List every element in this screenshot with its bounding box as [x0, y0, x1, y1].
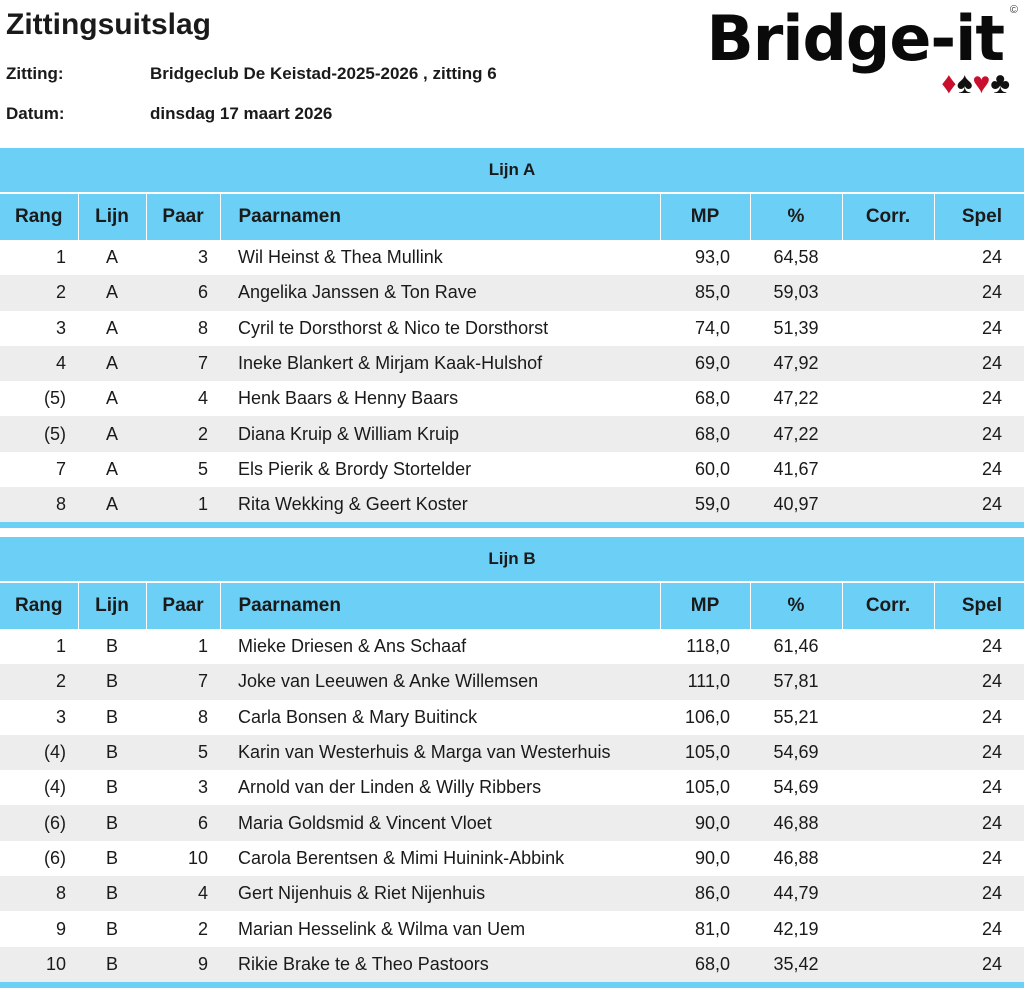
cell-paar: 7 [146, 346, 220, 381]
cell-names: Henk Baars & Henny Baars [220, 381, 660, 416]
cell-corr [842, 346, 934, 381]
cell-spel: 24 [934, 664, 1024, 699]
cell-corr [842, 770, 934, 805]
column-header-lijn: Lijn [78, 194, 146, 240]
table-row [0, 629, 1024, 664]
table-row [0, 947, 1024, 982]
cell-corr [842, 805, 934, 840]
cell-names: Diana Kruip & William Kruip [220, 416, 660, 451]
cell-paar: 5 [146, 735, 220, 770]
cell-lijn: B [78, 735, 146, 770]
cell-paar: 1 [146, 487, 220, 522]
cell-pct: 42,19 [750, 911, 842, 946]
cell-spel: 24 [934, 487, 1024, 522]
cell-paar: 4 [146, 876, 220, 911]
cell-mp: 93,0 [660, 240, 750, 275]
column-header-spel: Spel [934, 194, 1024, 240]
cell-paar: 4 [146, 381, 220, 416]
cell-paar: 7 [146, 664, 220, 699]
column-header-names: Paarnamen [220, 194, 660, 240]
cell-spel: 24 [934, 629, 1024, 664]
cell-spel: 24 [934, 770, 1024, 805]
column-header-mp: MP [660, 194, 750, 240]
cell-lijn: B [78, 805, 146, 840]
column-header-paar: Paar [146, 194, 220, 240]
cell-names: Carla Bonsen & Mary Buitinck [220, 700, 660, 735]
cell-mp: 105,0 [660, 735, 750, 770]
cell-mp: 68,0 [660, 416, 750, 451]
cell-mp: 106,0 [660, 700, 750, 735]
section-bottom-bar [0, 982, 1024, 988]
cell-pct: 59,03 [750, 275, 842, 310]
table-row [0, 240, 1024, 275]
cell-names: Cyril te Dorsthorst & Nico te Dorsthorst [220, 311, 660, 346]
cell-names: Angelika Janssen & Ton Rave [220, 275, 660, 310]
cell-pct: 47,22 [750, 416, 842, 451]
cell-pct: 51,39 [750, 311, 842, 346]
cell-paar: 1 [146, 629, 220, 664]
cell-rang: (5) [0, 416, 78, 451]
cell-spel: 24 [934, 911, 1024, 946]
column-header-names: Paarnamen [220, 583, 660, 629]
cell-lijn: B [78, 700, 146, 735]
cell-corr [842, 416, 934, 451]
cell-mp: 68,0 [660, 947, 750, 982]
cell-rang: 3 [0, 700, 78, 735]
header-row [0, 583, 1024, 629]
cell-mp: 111,0 [660, 664, 750, 699]
cell-mp: 86,0 [660, 876, 750, 911]
cell-names: Joke van Leeuwen & Anke Willemsen [220, 664, 660, 699]
cell-rang: 2 [0, 664, 78, 699]
table-row [0, 416, 1024, 451]
cell-paar: 6 [146, 275, 220, 310]
cell-lijn: B [78, 876, 146, 911]
cell-names: Mieke Driesen & Ans Schaaf [220, 629, 660, 664]
cell-mp: 85,0 [660, 275, 750, 310]
table-row [0, 346, 1024, 381]
table-row [0, 805, 1024, 840]
cell-spel: 24 [934, 805, 1024, 840]
column-header-rang: Rang [0, 583, 78, 629]
cell-mp: 69,0 [660, 346, 750, 381]
cell-spel: 24 [934, 240, 1024, 275]
cell-corr [842, 381, 934, 416]
logo-text: Bridge-it [706, 2, 1004, 75]
cell-corr [842, 947, 934, 982]
cell-names: Rita Wekking & Geert Koster [220, 487, 660, 522]
cell-rang: 3 [0, 311, 78, 346]
cell-names: Carola Berentsen & Mimi Huinink-Abbink [220, 841, 660, 876]
cell-mp: 59,0 [660, 487, 750, 522]
cell-names: Ineke Blankert & Mirjam Kaak-Hulshof [220, 346, 660, 381]
section-bottom-bar [0, 522, 1024, 528]
cell-names: Rikie Brake te & Theo Pastoors [220, 947, 660, 982]
heart-icon: ♥ [972, 67, 991, 100]
cell-corr [842, 876, 934, 911]
cell-spel: 24 [934, 275, 1024, 310]
datum-value: dinsdag 17 maart 2026 [150, 104, 333, 123]
cell-spel: 24 [934, 700, 1024, 735]
cell-lijn: A [78, 416, 146, 451]
cell-corr [842, 275, 934, 310]
zitting-label: Zitting: [6, 64, 64, 83]
header-row [0, 194, 1024, 240]
cell-paar: 9 [146, 947, 220, 982]
diamond-icon: ♦ [941, 67, 957, 100]
column-header-mp: MP [660, 583, 750, 629]
cell-rang: (6) [0, 841, 78, 876]
cell-mp: 60,0 [660, 452, 750, 487]
column-header-lijn: Lijn [78, 583, 146, 629]
zitting-value: Bridgeclub De Keistad-2025-2026 , zitting 6 [150, 64, 497, 83]
cell-pct: 46,88 [750, 805, 842, 840]
cell-spel: 24 [934, 452, 1024, 487]
cell-lijn: A [78, 346, 146, 381]
cell-pct: 47,92 [750, 346, 842, 381]
cell-pct: 44,79 [750, 876, 842, 911]
cell-spel: 24 [934, 346, 1024, 381]
cell-spel: 24 [934, 381, 1024, 416]
table-row [0, 841, 1024, 876]
cell-paar: 2 [146, 911, 220, 946]
cell-corr [842, 311, 934, 346]
cell-rang: (4) [0, 735, 78, 770]
card-suits [941, 68, 1010, 100]
cell-corr [842, 700, 934, 735]
cell-names: Arnold van der Linden & Willy Ribbers [220, 770, 660, 805]
cell-names: Wil Heinst & Thea Mullink [220, 240, 660, 275]
cell-pct: 54,69 [750, 735, 842, 770]
page-title: Zittingsuitslag [6, 8, 211, 41]
copyright-icon: © [1009, 4, 1018, 16]
cell-lijn: A [78, 275, 146, 310]
bridge-it-logo [706, 0, 1022, 104]
cell-names: Marian Hesselink & Wilma van Uem [220, 911, 660, 946]
cell-corr [842, 841, 934, 876]
column-header-corr: Corr. [842, 583, 934, 629]
cell-paar: 3 [146, 770, 220, 805]
cell-pct: 46,88 [750, 841, 842, 876]
cell-pct: 55,21 [750, 700, 842, 735]
cell-rang: 8 [0, 876, 78, 911]
table-row [0, 311, 1024, 346]
cell-lijn: B [78, 911, 146, 946]
cell-paar: 2 [146, 416, 220, 451]
cell-pct: 41,67 [750, 452, 842, 487]
table-row [0, 487, 1024, 522]
cell-pct: 47,22 [750, 381, 842, 416]
cell-lijn: B [78, 841, 146, 876]
results-section-lijn-b [0, 537, 1024, 988]
line-title: Lijn B [0, 537, 1024, 583]
cell-mp: 81,0 [660, 911, 750, 946]
spade-icon: ♠ [956, 67, 973, 100]
column-header-rang: Rang [0, 194, 78, 240]
line-title: Lijn A [0, 148, 1024, 194]
cell-rang: 8 [0, 487, 78, 522]
cell-names: Karin van Westerhuis & Marga van Westerhuis [220, 735, 660, 770]
table-row [0, 275, 1024, 310]
results-section-lijn-a [0, 148, 1024, 528]
cell-paar: 10 [146, 841, 220, 876]
cell-mp: 90,0 [660, 841, 750, 876]
column-header-pct: % [750, 583, 842, 629]
cell-spel: 24 [934, 947, 1024, 982]
cell-rang: (5) [0, 381, 78, 416]
cell-pct: 40,97 [750, 487, 842, 522]
column-header-paar: Paar [146, 583, 220, 629]
column-header-pct: % [750, 194, 842, 240]
cell-rang: 2 [0, 275, 78, 310]
cell-corr [842, 911, 934, 946]
cell-mp: 68,0 [660, 381, 750, 416]
cell-spel: 24 [934, 841, 1024, 876]
cell-lijn: A [78, 381, 146, 416]
cell-paar: 6 [146, 805, 220, 840]
cell-lijn: B [78, 629, 146, 664]
cell-rang: 10 [0, 947, 78, 982]
cell-rang: 4 [0, 346, 78, 381]
cell-spel: 24 [934, 311, 1024, 346]
cell-rang: 7 [0, 452, 78, 487]
cell-mp: 90,0 [660, 805, 750, 840]
cell-rang: 1 [0, 240, 78, 275]
cell-rang: 9 [0, 911, 78, 946]
table-row [0, 700, 1024, 735]
table-row [0, 381, 1024, 416]
cell-pct: 61,46 [750, 629, 842, 664]
cell-corr [842, 452, 934, 487]
cell-pct: 35,42 [750, 947, 842, 982]
table-row [0, 452, 1024, 487]
cell-corr [842, 240, 934, 275]
cell-spel: 24 [934, 735, 1024, 770]
cell-names: Maria Goldsmid & Vincent Vloet [220, 805, 660, 840]
cell-paar: 5 [146, 452, 220, 487]
cell-spel: 24 [934, 416, 1024, 451]
cell-corr [842, 735, 934, 770]
cell-lijn: A [78, 452, 146, 487]
cell-pct: 57,81 [750, 664, 842, 699]
column-header-corr: Corr. [842, 194, 934, 240]
table-row [0, 735, 1024, 770]
cell-corr [842, 487, 934, 522]
cell-lijn: A [78, 487, 146, 522]
cell-rang: (4) [0, 770, 78, 805]
table-row [0, 770, 1024, 805]
column-header-spel: Spel [934, 583, 1024, 629]
cell-mp: 105,0 [660, 770, 750, 805]
cell-names: Els Pierik & Brordy Stortelder [220, 452, 660, 487]
table-row [0, 664, 1024, 699]
cell-mp: 118,0 [660, 629, 750, 664]
datum-label: Datum: [6, 104, 65, 123]
cell-rang: (6) [0, 805, 78, 840]
cell-lijn: B [78, 947, 146, 982]
cell-corr [842, 664, 934, 699]
cell-paar: 3 [146, 240, 220, 275]
cell-mp: 74,0 [660, 311, 750, 346]
cell-lijn: B [78, 664, 146, 699]
cell-pct: 54,69 [750, 770, 842, 805]
table-row [0, 876, 1024, 911]
cell-lijn: A [78, 240, 146, 275]
club-icon: ♣ [990, 67, 1010, 100]
results-table [0, 194, 1024, 522]
cell-corr [842, 629, 934, 664]
cell-spel: 24 [934, 876, 1024, 911]
cell-pct: 64,58 [750, 240, 842, 275]
cell-rang: 1 [0, 629, 78, 664]
cell-lijn: B [78, 770, 146, 805]
results-table [0, 583, 1024, 982]
cell-paar: 8 [146, 311, 220, 346]
cell-paar: 8 [146, 700, 220, 735]
table-row [0, 911, 1024, 946]
cell-lijn: A [78, 311, 146, 346]
cell-names: Gert Nijenhuis & Riet Nijenhuis [220, 876, 660, 911]
